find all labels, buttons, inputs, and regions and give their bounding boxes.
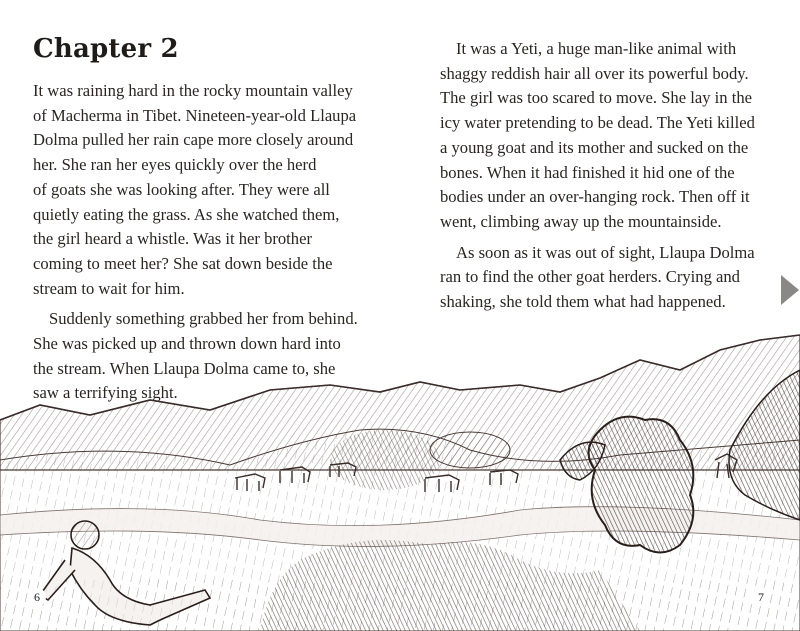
- text-line: Dolma pulled her rain cape more closely around: [33, 130, 354, 150]
- text-line: the stream. When Llaupa Dolma came to, she: [33, 358, 336, 378]
- text-line: shaggy reddish hair all over its powerful body.: [440, 63, 749, 83]
- text-line: bodies under an over-hanging rock. Then off it: [440, 187, 750, 207]
- right-column-text: [440, 37, 775, 315]
- text-line: She was picked up and thrown down hard into: [33, 334, 341, 354]
- text-line: the girl heard a whistle. Was it her brother: [33, 229, 312, 249]
- chapter-title: Chapter 2: [33, 34, 179, 64]
- foreground-ground: [0, 580, 800, 631]
- text-line: Suddenly something grabbed her from behind.: [49, 309, 358, 329]
- text-line: her. She ran her eyes quickly over the herd: [33, 155, 317, 175]
- text-line: saw a terrifying sight.: [33, 383, 178, 403]
- text-line: It was a Yeti, a huge man-like animal with: [456, 39, 737, 58]
- page-number-left: 6: [28, 588, 46, 606]
- text-line: icy water pretending to be dead. The Yeti killed: [440, 113, 755, 133]
- next-page-arrow[interactable]: [781, 275, 799, 305]
- paragraph-3: [440, 37, 775, 235]
- text-line: bones. When it had finished it hid one of the: [440, 162, 735, 182]
- paragraph-4: [440, 241, 775, 315]
- text-line: quietly eating the grass. As she watched them,: [33, 204, 340, 224]
- text-line: The girl was too scared to move. She lay in the: [440, 88, 752, 108]
- paragraph-1: [33, 79, 368, 301]
- page-number-right: 7: [752, 588, 770, 606]
- text-line: of Macherma in Tibet. Nineteen-year-old Llaupa: [33, 105, 357, 125]
- text-line: went, climbing away up the mountainside.: [440, 211, 722, 231]
- text-line: As soon as it was out of sight, Llaupa Dolma: [456, 242, 755, 262]
- text-line: shaking, she told them what had happened.: [440, 292, 726, 312]
- text-line: ran to find the other goat herders. Crying and: [440, 267, 740, 287]
- text-line: It was raining hard in the rocky mountain valley: [33, 81, 353, 100]
- text-line: of goats she was looking after. They were all: [33, 179, 330, 199]
- text-line: stream to wait for him.: [33, 278, 185, 298]
- text-line: coming to meet her? She sat down beside the: [33, 253, 333, 273]
- text-line: a young goat and its mother and sucked on the: [440, 137, 749, 157]
- yeti-scene-illustration: [0, 330, 800, 631]
